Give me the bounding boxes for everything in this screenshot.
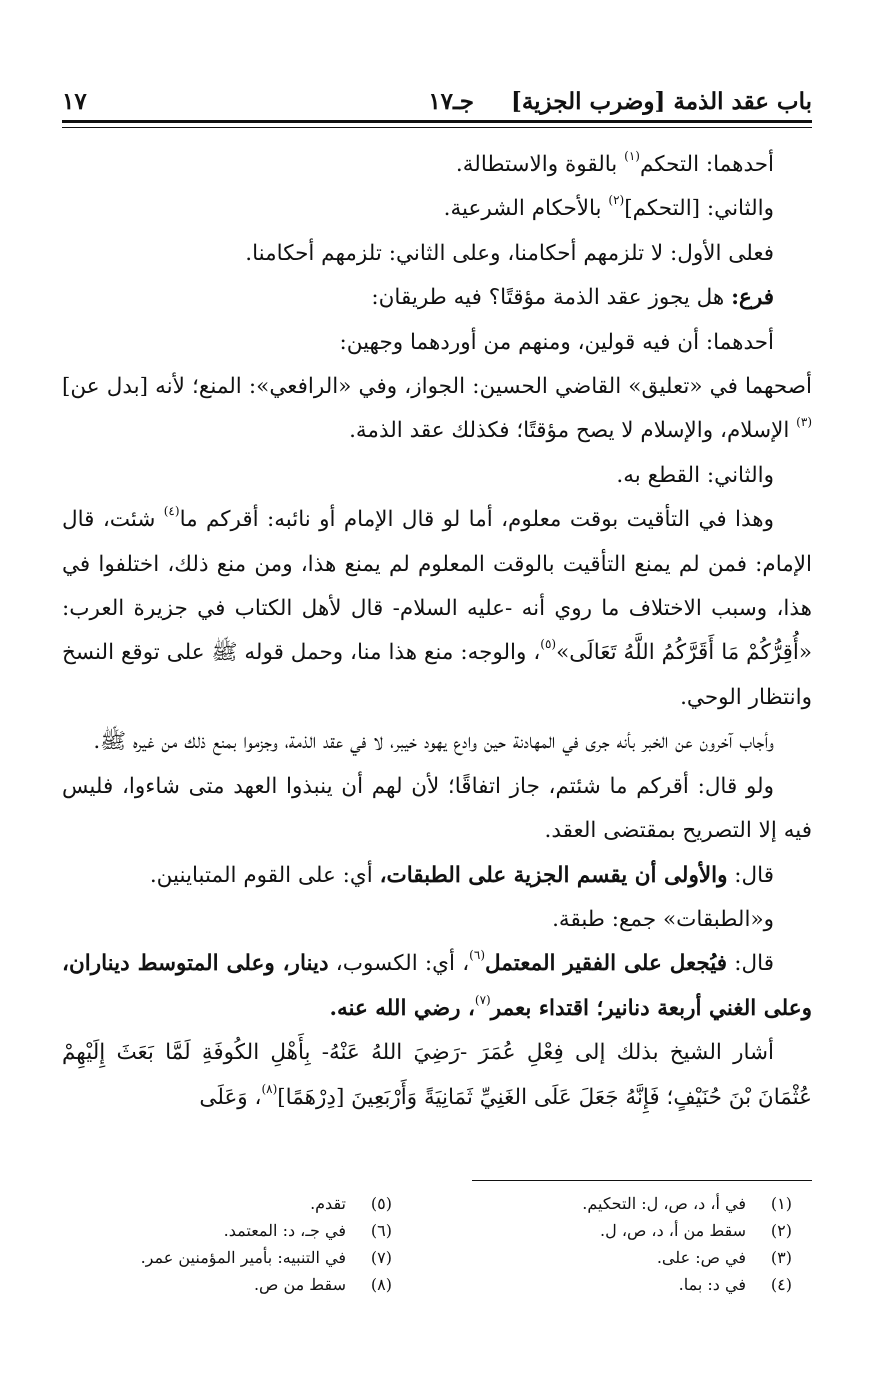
paragraph-8: وهذا في التأقيت بوقت معلوم، أما لو قال الإمام أو نائبه: أقركم ما$^{(٤)}$ شئت، قال الإمام: فمن لم يمنع التأقيت بالوقت المعلوم لم يمنع هذا، ومن منع ذلك، اختلفوا في هذا، وسبب الاختلاف ما روي أنه -عليه السلام- قال لأهل الكتاب في جزيرة العرب: «أُقِرُّكُمْ مَا أَقَرَّكُمُ اللَّهُ تَعَالَى»$^{(٥)}$، والوجه: منع هذا منا، وحمل قوله ﷺ على توقع النسخ وانتظار الوحي. bbox=[62, 504, 812, 710]
footnote-ref-7[interactable]: (٧) bbox=[474, 992, 491, 1007]
page-number: ١٧ bbox=[62, 88, 87, 115]
paragraph-10: ولو قال: أقركم ما شئتم، جاز اتفاقًا؛ لأن لهم أن ينبذوا العهد متى شاءوا، فليس فيه إلا التصريح بمقتضى العقد. bbox=[62, 773, 812, 844]
paragraph-4: فرع: هل يجوز عقد الذمة مؤقتًا؟ فيه طريقان: bbox=[371, 285, 774, 311]
footnote-8: (٨)سقط من ص. bbox=[253, 1275, 392, 1294]
paragraph-9: وأجاب آخرون عن الخبر بأنه جرى في المهادنة حين وادع يهود خيبر، لا في عقد الذمة، وجزموا بمنع ذلك من غيره ﷺ. bbox=[93, 729, 774, 755]
paragraph-1: أحدهما: التحكم$^{(١)}$ بالقوة والاستطالة. bbox=[455, 149, 774, 177]
footnotes bbox=[62, 1190, 812, 1310]
footnote-5: (٥)تقدم. bbox=[310, 1194, 392, 1213]
paragraph-7: والثاني: القطع به. bbox=[616, 462, 774, 488]
header-rule-thin bbox=[62, 127, 812, 128]
header-rule-thick bbox=[62, 120, 812, 123]
far-label: فرع: bbox=[731, 285, 774, 311]
footnote-ref-8[interactable]: (٨) bbox=[261, 1081, 278, 1096]
chapter-title: باب عقد الذمة [وضرب الجزية] bbox=[510, 88, 812, 115]
footnote-ref-4[interactable]: (٤) bbox=[163, 504, 180, 519]
paragraph-14: أشار الشيخ بذلك إلى فِعْلِ عُمَرَ -رَضِيَ اللهُ عَنْهُ- بِأَهْلِ الكُوفَةِ لَمَّا بَعَثَ إِلَيْهِمْ عُثْمَانَ بْنَ حُنَيْفٍ؛ فَإِنَّهُ جَعَلَ عَلَى الغَنِيِّ ثَمَانِيَةً وَأَرْبَعِينَ [دِرْهَمًا]$^{(٨)}$، وَعَلَى bbox=[62, 1040, 812, 1110]
footnote-ref-3[interactable]: (٣) bbox=[796, 415, 812, 430]
footnote-ref-6[interactable]: (٦) bbox=[469, 948, 485, 963]
footnote-column-right bbox=[432, 1190, 792, 1298]
paragraph-13: قال: فيُجعل على الفقير المعتمل$^{(٦)}$، أي: الكسوب، دينار، وعلى المتوسط ديناران، وعلى الغني أربعة دنانير؛ اقتداء بعمر$^{(٧)}$، رضي الله عنه. bbox=[62, 948, 812, 1021]
footnote-2: (٢)سقط من أ، د، ص، ل. bbox=[600, 1221, 792, 1240]
paragraph-5: أحدهما: أن فيه قولين، ومنهم من أوردهما وجهين: bbox=[339, 329, 774, 355]
paragraph-12: و«الطبقات» جمع: طبقة. bbox=[552, 906, 774, 932]
footnote-ref-5[interactable]: (٥) bbox=[540, 637, 557, 652]
main-text bbox=[62, 143, 812, 1183]
footnote-1: (١)في أ، د، ص، ل: التحكيم. bbox=[582, 1194, 792, 1213]
paragraph-2: والثاني: [التحكم]$^{(٢)}$ بالأحكام الشرعية. bbox=[443, 193, 774, 222]
paragraph-11: قال: والأولى أن يقسم الجزية على الطبقات، أي: على القوم المتباينين. bbox=[149, 862, 774, 888]
footnote-6: (٦)في جـ، د: المعتمد. bbox=[223, 1221, 392, 1240]
footnote-ref-2[interactable]: (٢) bbox=[608, 193, 625, 208]
footnote-7: (٧)في التنبيه: بأمير المؤمنين عمر. bbox=[140, 1248, 392, 1267]
running-header bbox=[62, 76, 812, 116]
paragraph-6: أصحهما في «تعليق» القاضي الحسين: الجواز، وفي «الرافعي»: المنع؛ لأنه [بدل عن]$^{(٣)}$ الإسلام، والإسلام لا يصح مؤقتًا؛ فكذلك عقد الذمة. bbox=[62, 374, 812, 444]
footnote-3: (٣)في ص: على. bbox=[656, 1248, 792, 1267]
footnote-column-left bbox=[32, 1190, 392, 1298]
footnote-ref-1[interactable]: (١) bbox=[624, 149, 640, 163]
footnote-4: (٤)في د: بما. bbox=[678, 1275, 792, 1294]
paragraph-3: فعلى الأول: لا تلزمهم أحكامنا، وعلى الثاني: تلزمهم أحكامنا. bbox=[245, 240, 774, 266]
footnote-separator bbox=[472, 1180, 812, 1181]
volume-label: جـ١٧ bbox=[428, 88, 474, 115]
